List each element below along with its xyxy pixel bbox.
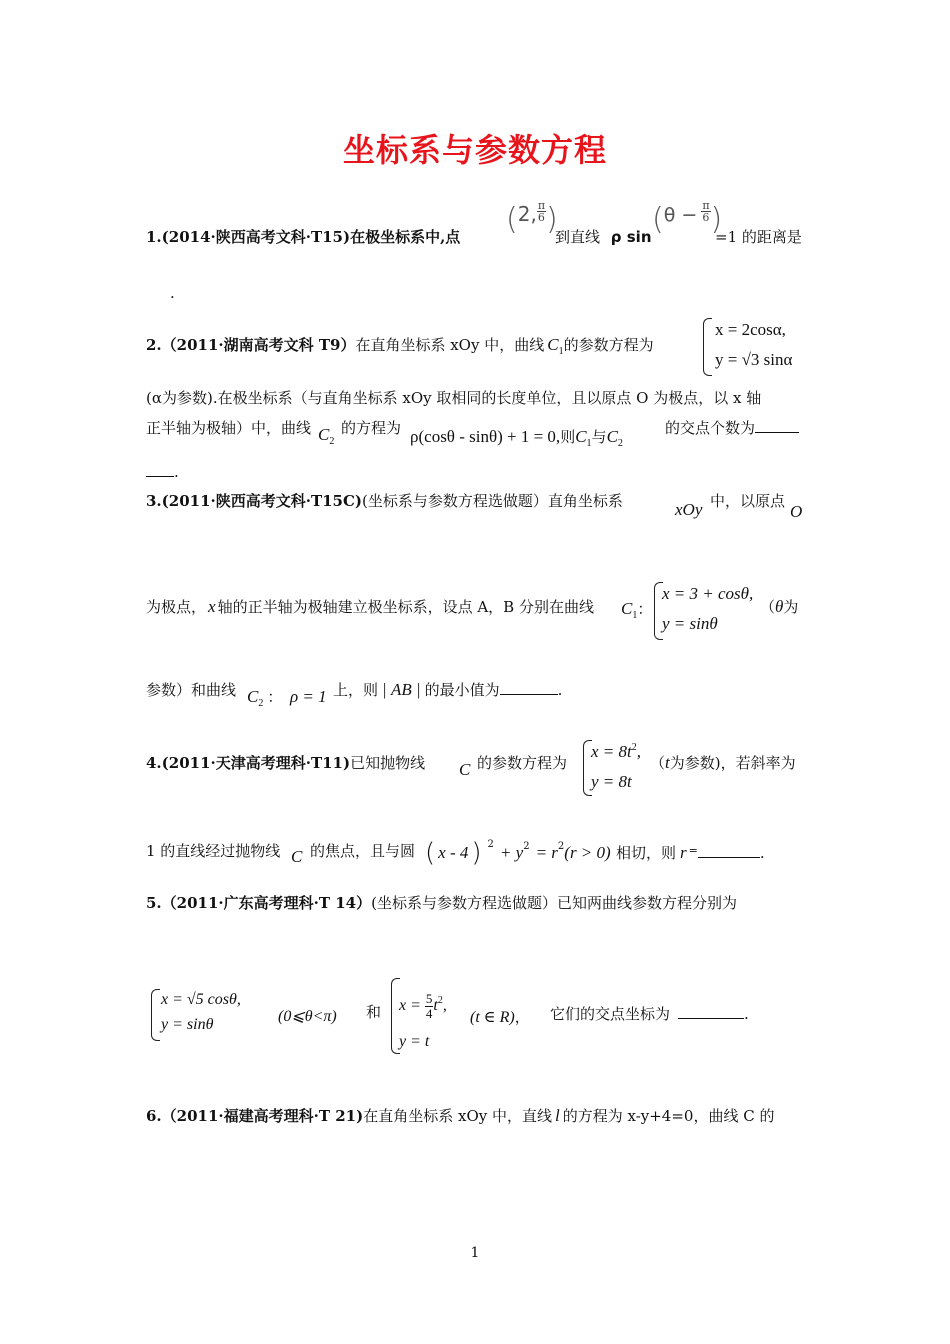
q4-circle-eq: ( x - 4 ) $^2 + y^2 = r^2(r > 0)$ <box>425 838 611 868</box>
q2-system: x = 2cosα, y = √3 sinα <box>703 318 813 376</box>
q3-line3: 参数）和曲线 <box>146 681 237 699</box>
q5-system-1: x = √5 cosθ, y = sinθ <box>151 989 271 1041</box>
q3-line2: 为极点， x 轴的正半轴为极轴建立极坐标系，设点 A，B 分别在曲线 <box>146 597 594 616</box>
q1-to-line: 到直线 ρ sin <box>555 228 652 246</box>
q2-answer-blank-cont[interactable] <box>146 462 174 477</box>
q4-c-2: C <box>291 847 303 866</box>
q5-and: 和 <box>366 1003 382 1021</box>
q3-system: x = 3 + cosθ, y = sinθ <box>654 582 774 640</box>
q1-line <box>146 227 460 247</box>
q4-c: C <box>459 760 471 779</box>
q5-prefix: 5.（2011·广东高考理科·T 14） <box>146 894 372 912</box>
q3-c2: $C_2$ ： <box>247 687 283 709</box>
q5-line1: 5.（2011·广东高考理科·T 14）(坐标系与参数方程选做题）已知两曲线参数方程分别为 <box>146 894 737 912</box>
q1-angle: (θ − $\frac{\pi}{6}$ ) <box>652 199 723 237</box>
q2-line1: 2.（2011·湖南高考文科 T9）在直角坐标系 xOy 中，曲线 $C_1$的参数方程为 <box>146 335 654 357</box>
q2-line2: (α为参数).在极坐标系（与直角坐标系 xOy 取相同的长度单位，且以原点 O 为极点，以 x 轴 <box>146 389 762 407</box>
q2-c2: $C_2$ <box>318 425 335 447</box>
q4-text3: （t为参数)，若斜率为 <box>650 753 796 772</box>
q3-origin: O <box>790 502 803 521</box>
q4-line2-c: 相切，则 r = . <box>616 843 765 862</box>
q4-line1: 4.(2011·天津高考理科·T11)已知抛物线 <box>146 754 426 772</box>
q3-xoy: xOy <box>675 500 703 519</box>
q5-domain: (t ∈ R)， <box>470 1008 530 1026</box>
q3-c1: $C_1$： <box>621 599 653 621</box>
q1-point: (2, $\frac{\pi}{6}$ ) <box>506 199 558 237</box>
q2-answer-blank[interactable] <box>755 418 799 433</box>
q5-system-2: x = $\frac{5}{4}$ $t^2$, y = t <box>391 978 471 1054</box>
q4-text2: 的参数方程为 <box>477 754 568 772</box>
q4-line2-b: 的焦点，且与圆 <box>310 842 416 860</box>
q2-line3: 正半轴为极轴）中，曲线 <box>146 419 312 437</box>
q2-eq-label: 的方程为 <box>341 419 402 437</box>
q6-line1: 6.（2011·福建高考理科·T 21)在直角坐标系 xOy 中，直线 l 的方程为 x-y+4=0，曲线 C 的 <box>146 1106 775 1125</box>
q3-prefix: 3.(2011·陕西高考文科·T15C) <box>146 492 363 510</box>
q1-pi-frac: $\frac{\pi}{6}$ <box>537 199 546 224</box>
q3-line1: 3.(2011·陕西高考文科·T15C)(坐标系与参数方程选做题）直角坐标系 <box>146 492 623 510</box>
q6-prefix: 6.（2011·福建高考理科·T 21) <box>146 1107 364 1125</box>
q4-answer-blank[interactable] <box>698 843 760 858</box>
q1-rho-sin: ρ sin <box>610 228 652 246</box>
q3-rho-eq: ρ = 1 <box>290 687 327 706</box>
q3-text2: 中，以原点 <box>710 492 786 510</box>
q2-tail: 的交点个数为 <box>665 418 799 438</box>
q2-polar-eq: ρ(cosθ - sinθ) + 1 = 0,则$C_1$与$C_2$ <box>410 427 623 449</box>
q3-param-note: （θ为 <box>760 597 799 616</box>
q4-line2: 1 的直线经过抛物线 <box>146 842 281 860</box>
q1-pi-frac-2: $\frac{\pi}{6}$ <box>702 199 710 224</box>
q5-fraction: $\frac{5}{4}$ <box>425 991 433 1021</box>
q1-prefix: 1.(2014·陕西高考文科·T15)在极坐标系中,点 <box>146 228 461 246</box>
q2-prefix: 2.（2011·湖南高考文科 T9） <box>146 336 356 354</box>
q1-point-a: 2, <box>517 202 537 226</box>
q1-dot: . <box>170 284 175 302</box>
q3-line3-b: 上，则 | AB | 的最小值为 . <box>333 680 563 699</box>
page-title: 坐标系与参数方程 <box>342 131 607 169</box>
q1-tail: =1 的距离是 <box>715 228 802 246</box>
q4-system: $x = 8t^2$, y = 8t <box>583 740 653 796</box>
q5-text2: 它们的交点坐标为 . <box>550 1005 749 1023</box>
page-number: 1 <box>470 1245 480 1261</box>
q5-answer-blank[interactable] <box>678 1004 744 1019</box>
q3-answer-blank[interactable] <box>500 680 558 695</box>
q2-line4: . <box>146 462 179 482</box>
q5-range: (0⩽θ<π) <box>278 1008 337 1025</box>
q1-theta-minus: θ − <box>663 204 698 226</box>
q4-prefix: 4.(2011·天津高考理科·T11) <box>146 754 351 772</box>
